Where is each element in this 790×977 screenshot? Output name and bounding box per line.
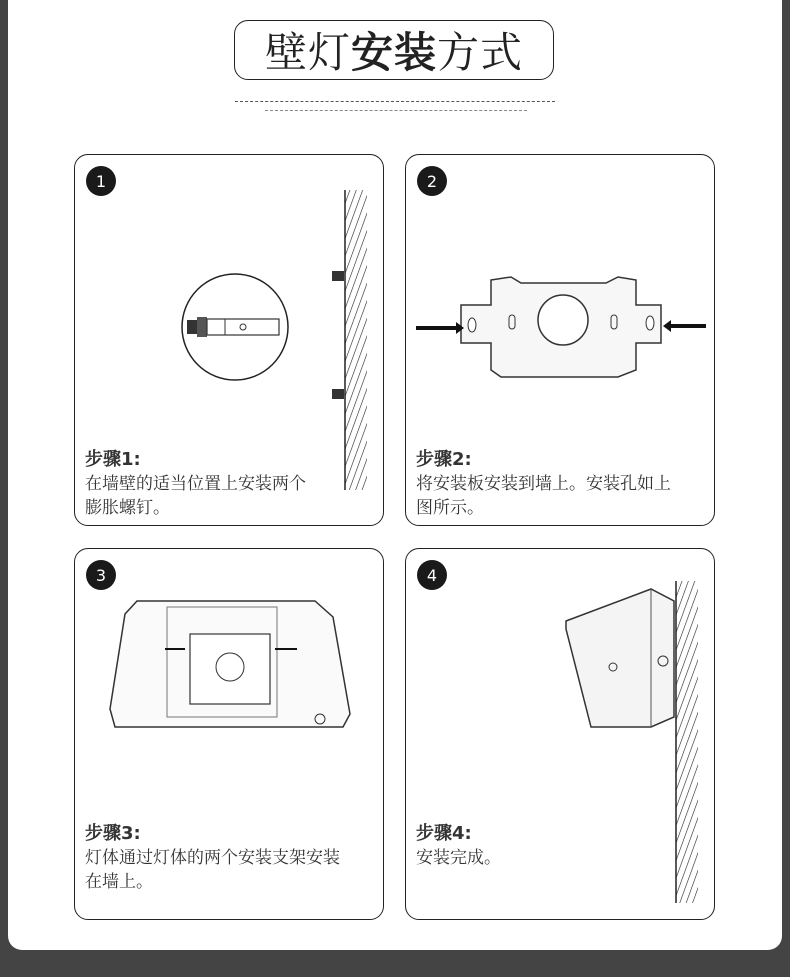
title-part-2: 安装 bbox=[350, 28, 437, 77]
step-description: 在墙壁的适当位置上安装两个膨胀螺钉。 bbox=[85, 474, 306, 518]
title-divider-top bbox=[235, 101, 555, 102]
step-card-4 bbox=[405, 548, 715, 920]
step-card-3 bbox=[74, 548, 384, 920]
step-number-badge: 2 bbox=[417, 166, 447, 196]
step-title: 步骤4: bbox=[416, 823, 472, 844]
step-title: 步骤3: bbox=[85, 823, 141, 844]
step-description: 安装完成。 bbox=[416, 848, 501, 868]
step-description: 将安装板安装到墙上。安装孔如上图所示。 bbox=[416, 474, 671, 518]
step-title: 步骤1: bbox=[85, 449, 141, 470]
step-card-1 bbox=[74, 154, 384, 526]
title-part-3: 方式 bbox=[437, 28, 524, 77]
step-title: 步骤2: bbox=[416, 449, 472, 470]
step-number-badge: 3 bbox=[86, 560, 116, 590]
step-description: 灯体通过灯体的两个安装支架安装在墙上。 bbox=[85, 848, 340, 892]
page-title bbox=[234, 20, 554, 80]
step-number-badge: 4 bbox=[417, 560, 447, 590]
step-card-2 bbox=[405, 154, 715, 526]
step-number-badge: 1 bbox=[86, 166, 116, 196]
title-divider-bottom bbox=[265, 110, 527, 111]
title-part-1: 壁灯 bbox=[264, 28, 351, 77]
